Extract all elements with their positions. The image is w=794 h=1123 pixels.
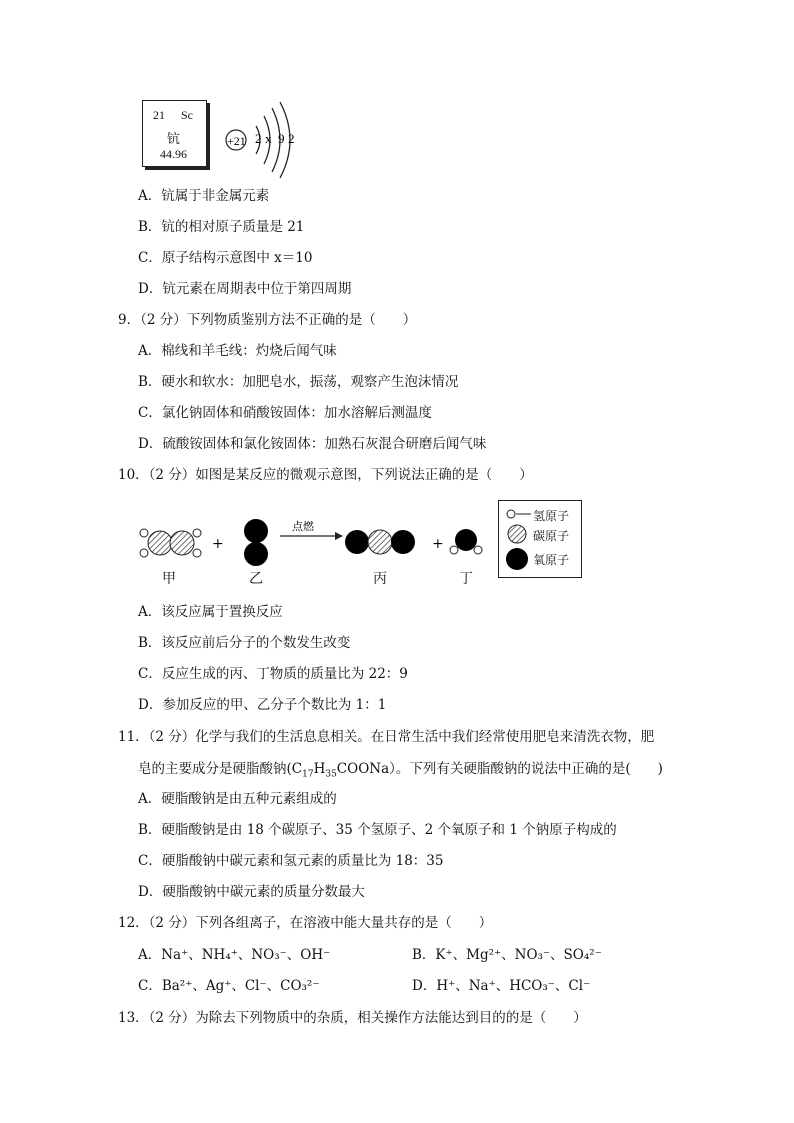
q11-option-a: A．硬脂酸钠是由五种元素组成的 [138,791,337,807]
legend-hydrogen [505,505,581,523]
q11-stem-part-c: COONa）。下列有关硬脂酸钠的说法中正确的是( ) [336,761,663,777]
element-card [142,100,207,167]
q8-option-d: D．钪元素在周期表中位于第四周期 [138,281,352,297]
nucleus-charge: +21 [227,134,246,148]
shell-4: 2 [288,131,295,146]
shell-2: x [265,131,272,146]
legend-hydrogen-label: 氢原子 [533,509,570,523]
q9-stem: 9．（2 分）下列物质鉴别方法不正确的是（ ） [118,312,417,328]
q12-option-b: B．K⁺、Mg²⁺、NO₃⁻、SO₄²⁻ [412,947,602,963]
q9-option-d: D．硫酸铵固体和氯化铵固体：加熟石灰混合研磨后闻气味 [138,436,487,452]
shell-1: 2 [255,131,262,146]
q11-sub-35: 35 [325,769,337,780]
q8-option-b: B．钪的相对原子质量是 21 [138,219,305,235]
label-ding: 丁 [459,571,473,587]
legend-oxygen-label: 氧原子 [533,553,570,567]
label-jia: 甲 [162,571,176,587]
molecule-ding [450,529,482,554]
molecule-bing [345,530,415,554]
q11-sub-17: 17 [302,769,314,780]
q12-option-a: A．Na⁺、NH₄⁺、NO₃⁻、OH⁻ [138,947,331,963]
q10-stem: 10．（2 分）如图是某反应的微观示意图，下列说法正确的是（ ） [118,467,533,483]
q8-option-a: A．钪属于非金属元素 [138,188,270,204]
atom-structure-diagram [222,96,312,176]
label-bing: 丙 [373,571,387,587]
q10-option-c: C．反应生成的丙、丁物质的质量比为 22：9 [138,666,408,682]
atomic-mass: 44.96 [160,147,187,161]
q12-option-c: C．Ba²⁺、Ag⁺、Cl⁻、CO₃²⁻ [138,978,320,994]
q11-stem-part-b: H [313,761,326,777]
plus-sign-2: + [432,536,444,552]
element-name: 钪 [167,131,181,146]
reaction-arrow [280,532,343,540]
reaction-condition: 点燃 [292,520,314,533]
shell-3: 9 [278,131,285,146]
q13-stem: 13．（2 分）为除去下列物质中的杂质，相关操作方法能达到目的的是（ ） [118,1010,587,1026]
q8-option-c: C．原子结构示意图中 x＝10 [138,250,313,266]
atom-legend [498,500,582,578]
reaction-diagram [130,500,490,590]
q11-stem-line1: 11．（2 分）化学与我们的生活息息相关。在日常生活中我们经常使用肥皂来清洗衣物，肥 [118,729,655,745]
plus-sign-1: + [212,536,224,552]
q11-stem-line2 [138,760,663,778]
molecule-jia [140,529,201,557]
q11-option-d: D．硬脂酸钠中碳元素的质量分数最大 [138,884,365,900]
q9-option-c: C．氯化钠固体和硝酸铵固体：加水溶解后测温度 [138,405,432,421]
molecule-yi [244,519,268,566]
atomic-number: 21 [153,108,165,122]
q10-option-b: B．该反应前后分子的个数发生改变 [138,635,351,651]
q10-option-d: D．参加反应的甲、乙分子个数比为 1：1 [138,697,387,713]
q11-option-c: C．硬脂酸钠中碳元素和氢元素的质量比为 18：35 [138,853,444,869]
q12-stem: 12．（2 分）下列各组离子，在溶液中能大量共存的是（ ） [118,915,493,931]
q9-option-b: B．硬水和软水：加肥皂水，振荡，观察产生泡沫情况 [138,374,459,390]
legend-carbon [505,525,581,543]
q9-option-a: A．棉线和羊毛线：灼烧后闻气味 [138,343,337,359]
legend-oxygen [505,549,581,567]
q11-option-b: B．硬脂酸钠是由 18 个碳原子、35 个氢原子、2 个氧原子和 1 个钠原子构成的 [138,822,617,838]
q11-stem-part-a: 皂的主要成分是硬脂酸钠(C [138,761,303,777]
element-symbol: Sc [181,108,193,122]
label-yi: 乙 [249,571,263,587]
q12-option-d: D．H⁺、Na⁺、HCO₃⁻、Cl⁻ [412,978,591,994]
q10-option-a: A．该反应属于置换反应 [138,604,283,620]
legend-carbon-label: 碳原子 [533,529,570,543]
